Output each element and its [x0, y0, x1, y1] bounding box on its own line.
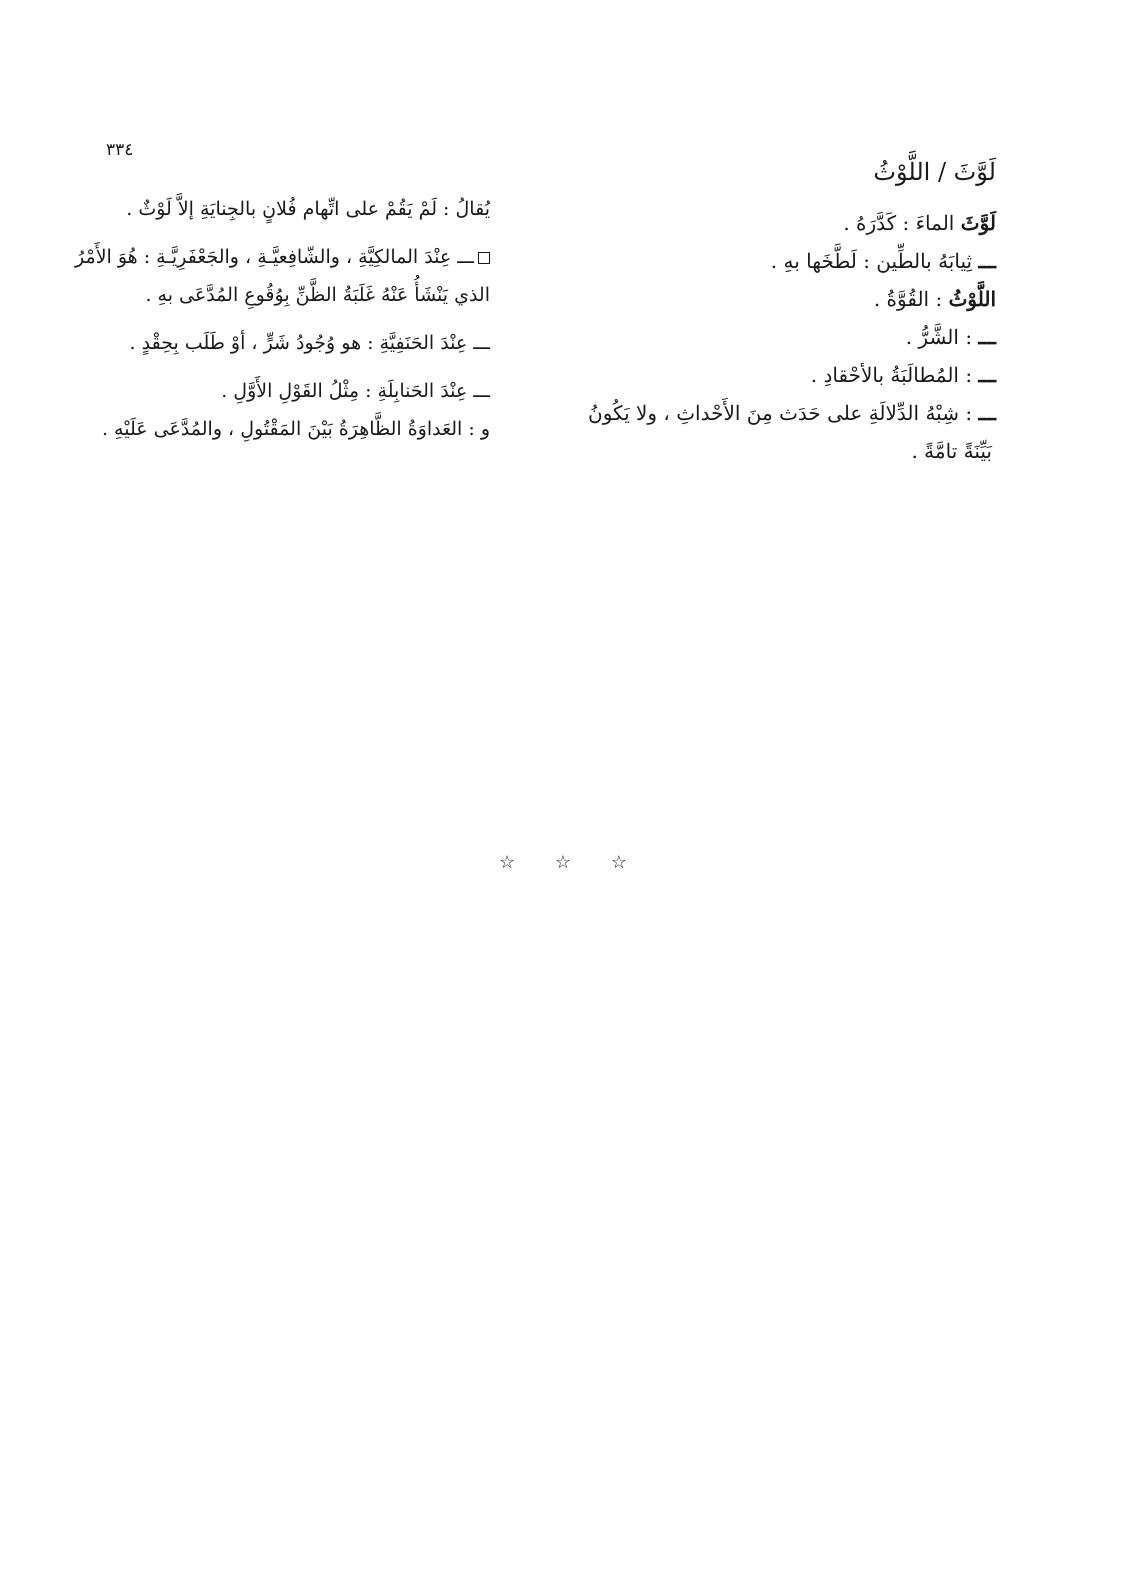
dash-marker: ـــ	[978, 401, 996, 425]
definition-line	[556, 280, 996, 318]
definition-text: : القُوَّةُ .	[873, 287, 949, 311]
entry-title: لَوَّثَ / اللَّوْثُ	[873, 158, 996, 186]
school-definition-line: ـــ عِنْدَ الحَنَفِيَّةِ : هو وُجُودُ شَرٍّ ، أوْ طَلَب بِحِقْدٍ .	[129, 332, 490, 354]
definition-text: : المُطالَبَةُ بالأحْقادِ .	[810, 363, 979, 387]
school-definition-line: ـــ عِنْدَ الحَنابِلَةِ : مِثْلُ القَوْلِ الأَوَّلِ .	[221, 380, 490, 402]
school-definition-line: و : العَداوَةُ الظَّاهِرَةُ بَيْنَ المَقْتُولِ ، والمُدَّعَى عَلَيْهِ .	[101, 418, 490, 440]
star-icon: ☆	[499, 852, 516, 873]
definition-line	[556, 394, 996, 432]
school-definition-line: الذي يَنْشَأُ عَنْهُ غَلَبَةُ الظَّنِّ بِوُقُوعِ المُدَّعَى بهِ .	[145, 284, 490, 306]
section-separator	[0, 852, 1126, 873]
star-icon: ☆	[610, 852, 627, 873]
definition-line	[556, 318, 996, 356]
page-number: ٣٣٤	[106, 140, 134, 160]
headword: اللَّوْثُ	[948, 287, 996, 311]
definition-text: : شِبْهُ الدِّلالَةِ على حَدَث مِنَ الأَحْداثِ ، ولا يَكُونُ	[588, 401, 979, 425]
definition-line	[556, 204, 996, 242]
example-line: يُقالُ : لَمْ يَقُمْ على اتِّهام فُلانٍ بالجِنايَةِ إلاَّ لَوْثٌ .	[126, 198, 490, 220]
definition-text: : الشَّرُّ .	[905, 325, 979, 349]
dash-marker: ـــ	[978, 325, 996, 349]
definition-text: بَيِّنَةً تامَّةً .	[911, 439, 992, 463]
definition-line	[556, 432, 996, 470]
definition-line	[556, 242, 996, 280]
definition-line	[556, 356, 996, 394]
definition-text: ثِيابَهُ بالطِّين : لَطَّخَها بهِ .	[770, 249, 979, 273]
left-column	[75, 190, 490, 448]
definition-text: الماءَ : كَدَّرَهُ .	[843, 211, 961, 235]
star-icon: ☆	[554, 852, 572, 873]
dash-marker: ـــ	[978, 249, 996, 273]
dash-marker: ـــ	[978, 363, 996, 387]
square-bullet-icon	[478, 252, 490, 264]
right-column	[556, 150, 996, 470]
school-definition-line: ـــ عِنْدَ المالكِيَّةِ ، والشّافِعيَّـةِ ، والجَعْفَرِيَّـةِ : هُوَ الأَمْرُ	[140, 238, 490, 276]
headword: لَوَّثَ	[960, 211, 996, 235]
